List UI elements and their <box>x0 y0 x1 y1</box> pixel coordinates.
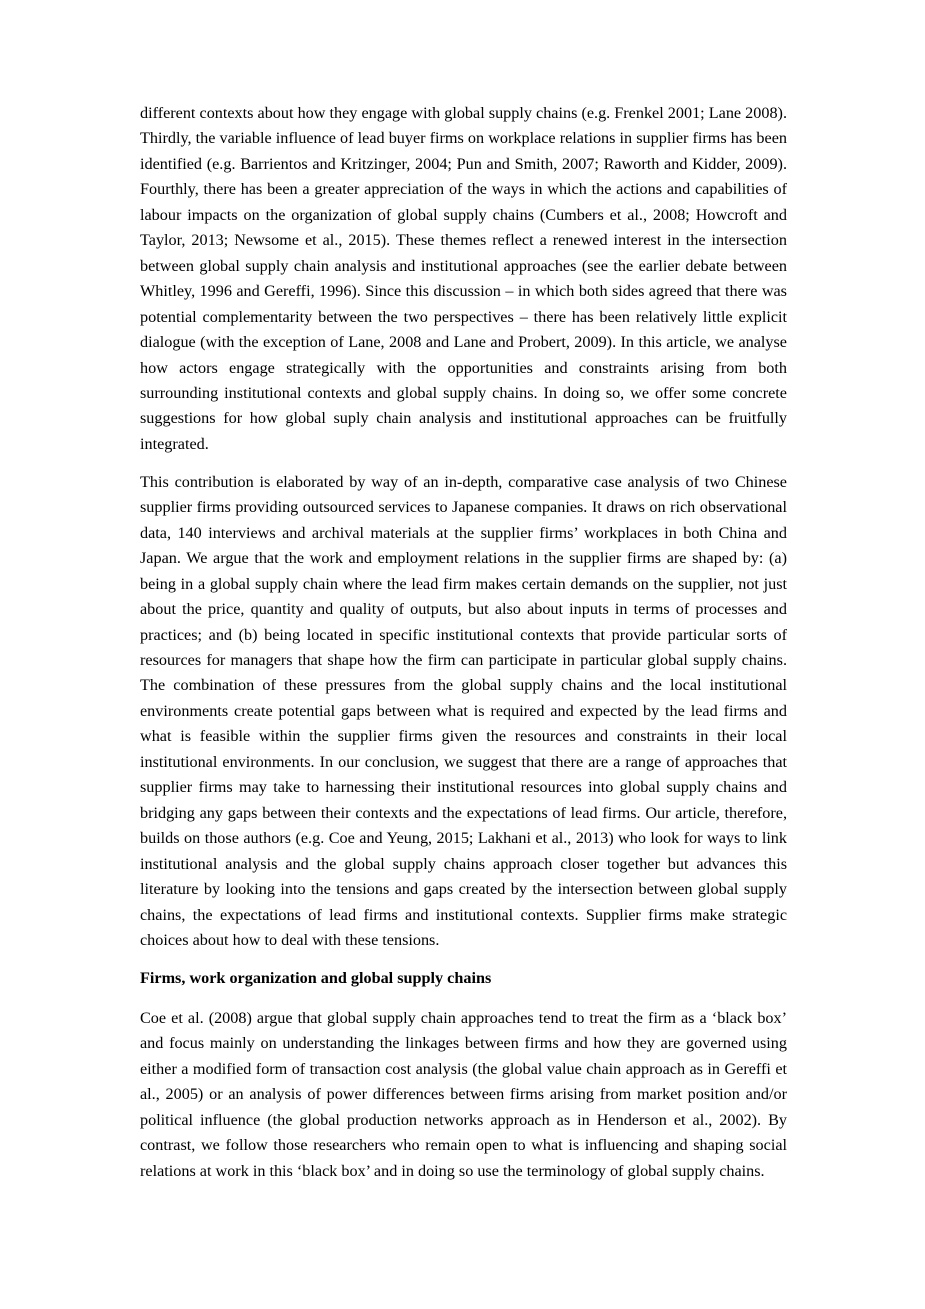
paragraph-contribution: This contribution is elaborated by way of an in-depth, comparative case analysis of two Chinese supplier firms providing outsourced services to Japanese companies. It draws on rich observational data, 140 interviews and archival materials at the supplier firms’ workplaces in both China and Japan. We argue that the work and employment relations in the supplier firms are shaped by: (a) being in a global supply chain where the lead firm makes certain demands on the supplier, not just about the price, quantity and quality of outputs, but also about inputs in terms of processes and practices; and (b) being located in specific institutional contexts that provide particular sorts of resources for managers that shape how the firm can participate in particular global supply chains. The combination of these pressures from the global supply chains and the local institutional environments create potential gaps between what is required and expected by the lead firms and what is feasible within the supplier firms given the resources and constraints in their local institutional environments. In our conclusion, we suggest that there are a range of approaches that supplier firms may take to harnessing their institutional resources into global supply chains and bridging any gaps between their contexts and the expectations of lead firms. Our article, therefore, builds on those authors (e.g. Coe and Yeung, 2015; Lakhani et al., 2013) who look for ways to link institutional analysis and the global supply chains approach closer together but advances this literature by looking into the tensions and gaps created by the intersection between global supply chains, the expectations of lead firms and institutional contexts. Supplier firms make strategic choices about how to deal with these tensions. <box>140 472 787 949</box>
paragraph-intro-continuation: different contexts about how they engage with global supply chains (e.g. Frenkel 2001; Lane 2008). Thirdly, the variable influence of lead buyer firms on workplace relations in supplier firms has been identified (e.g. Barrientos and Kritzinger, 2004; Pun and Smith, 2007; Raworth and Kidder, 2009). Fourthly, there has been a greater appreciation of the ways in which the actions and capabilities of labour impacts on the organization of global supply chains (Cumbers et al., 2008; Howcroft and Taylor, 2013; Newsome et al., 2015). These themes reflect a renewed interest in the intersection between global supply chain analysis and institutional approaches (see the earlier debate between Whitley, 1996 and Gereffi, 1996). Since this discussion – in which both sides agreed that there was potential complementarity between the two perspectives – there has been relatively little explicit dialogue (with the exception of Lane, 2008 and Lane and Probert, 2009). In this article, we analyse how actors engage strategically with the opportunities and constraints arising from both surrounding institutional contexts and global supply chains. In doing so, we offer some concrete suggestions for how global suply chain analysis and institutional approaches can be fruitfully integrated. <box>140 104 787 453</box>
paragraph-coe-black-box: Coe et al. (2008) argue that global supply chain approaches tend to treat the firm as a ‘black box’ and focus mainly on understanding the linkages between firms and how they are governed using either a modified form of transaction cost analysis (the global value chain approach as in Gereffi et al., 2005) or an analysis of power differences between firms arising from market position and/or political influence (the global production networks approach as in Henderson et al., 2002). By contrast, we follow those researchers who remain open to what is influencing and shaping social relations at work in this ‘black box’ and in doing so use the terminology of global supply chains. <box>140 1008 787 1180</box>
section-heading-firms-work-organization: Firms, work organization and global supply chains <box>140 969 492 988</box>
